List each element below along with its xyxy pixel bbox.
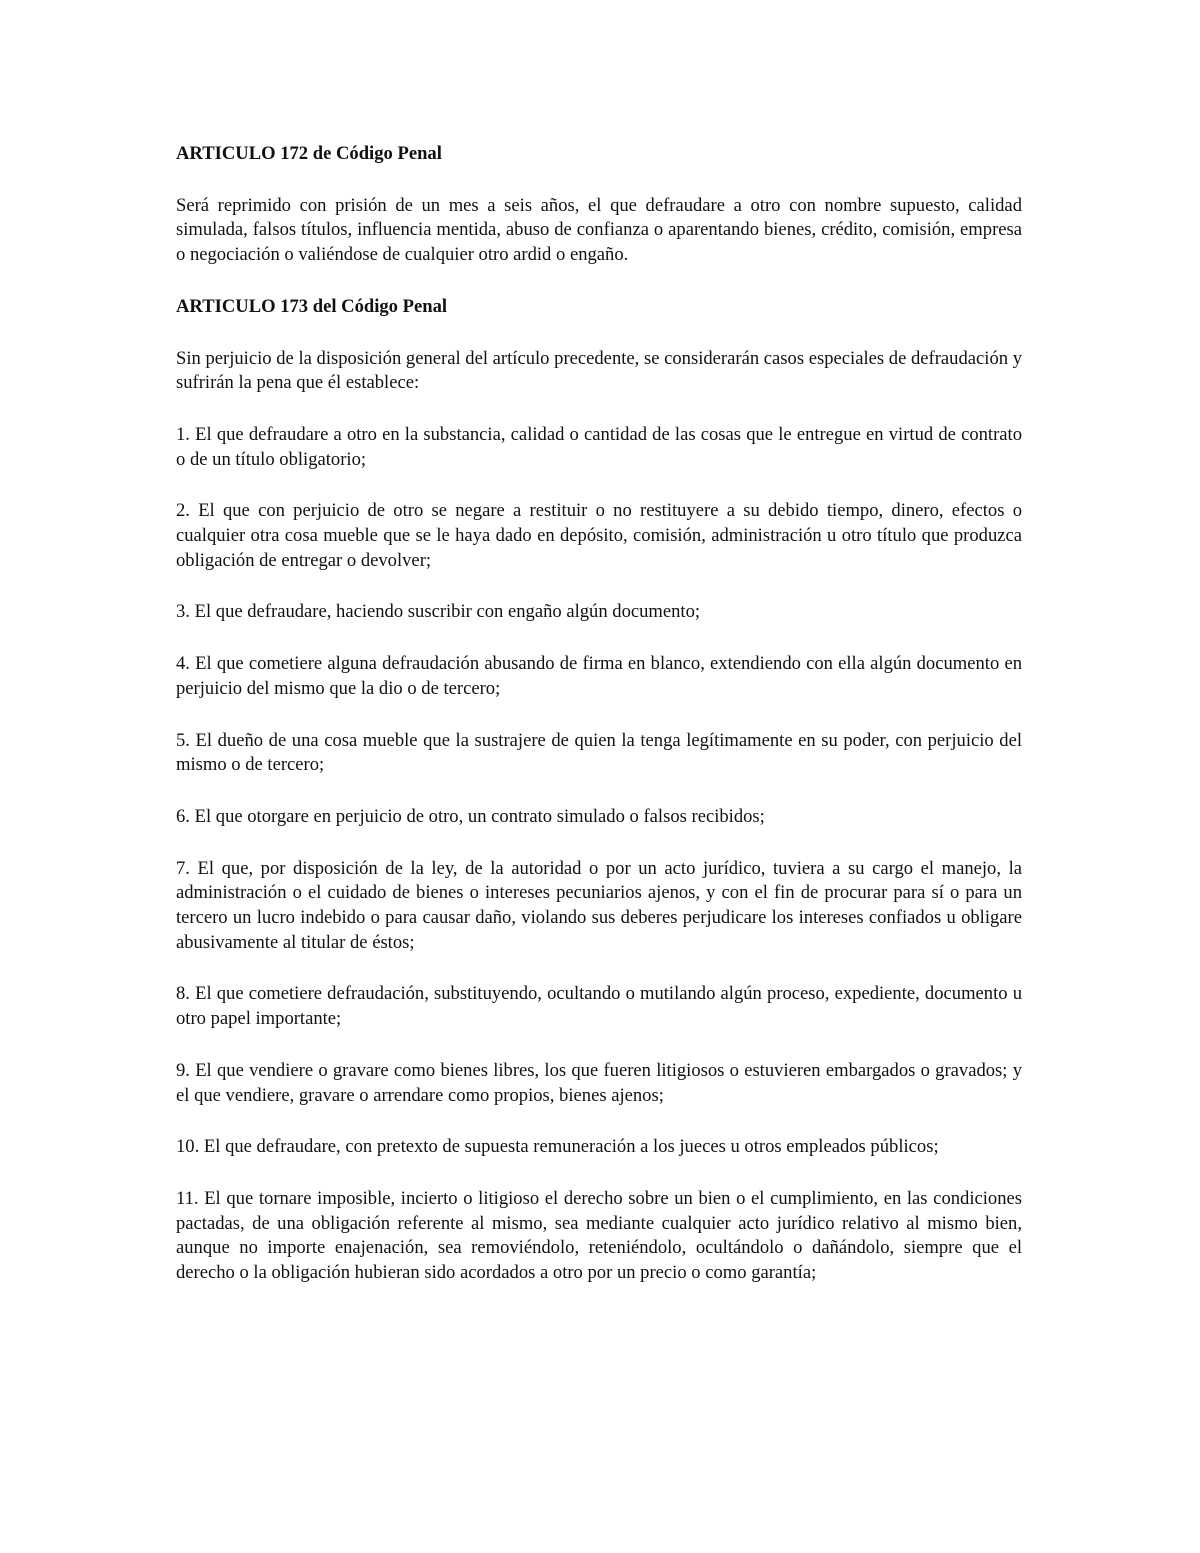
article-173-item-7: 7. El que, por disposición de la ley, de la autoridad o por un acto jurídico, tuviera a su cargo el manejo, la administración o el cuidado de bienes o intereses pecuniarios ajenos, y con el fin de procurar para sí o para un tercero un lucro indebido o para causar daño, violando sus deberes perjudicare los intereses confiados u obligare abusivamente al titular de éstos; (176, 857, 1022, 953)
article-173-item-3: 3. El que defraudare, haciendo suscribir con engaño algún documento; (176, 601, 701, 623)
article-172-paragraph: Será reprimido con prisión de un mes a seis años, el que defraudare a otro con nombre supuesto, calidad simulada, falsos títulos, influencia mentida, abuso de confianza o aparentando bienes, crédito, comisión, empresa o negociación o valiéndose de cualquier otro ardid o engaño. (176, 194, 1022, 266)
article-173-item-8: 8. El que cometiere defraudación, substituyendo, ocultando o mutilando algún proceso, expediente, documento u otro papel importante; (176, 983, 1022, 1030)
article-173-title: ARTICULO 173 del Código Penal (176, 295, 448, 317)
article-173-item-4: 4. El que cometiere alguna defraudación abusando de firma en blanco, extendiendo con ella algún documento en perjuicio del mismo que la dio o de tercero; (176, 653, 1022, 699)
article-173-item-9: 9. El que vendiere o gravare como bienes libres, los que fueren litigiosos o estuvieren embargados o gravados; y el que vendiere, gravare o arrendare como propios, bienes ajenos; (176, 1059, 1022, 1106)
article-173-item-5: 5. El dueño de una cosa mueble que la sustrajere de quien la tenga legítimamente en su poder, con perjuicio del mismo o de tercero; (176, 729, 1022, 776)
article-172-title: ARTICULO 172 de Código Penal (176, 143, 442, 164)
article-173-item-6: 6. El que otorgare en perjuicio de otro, un contrato simulado o falsos recibidos; (176, 805, 765, 827)
article-173-item-11: 11. El que tornare imposible, incierto o litigioso el derecho sobre un bien o el cumplimiento, en las condiciones pactadas, de una obligación referente al mismo, sea mediante cualquier acto jurídico relativo al mismo bien, aunque no importe enajenación, sea removiéndolo, reteniéndolo, ocultándolo o dañándolo, siempre que el derecho o la obligación hubieran sido acordados a otro por un precio o como garantía; (176, 1187, 1022, 1284)
article-173-item-10: 10. El que defraudare, con pretexto de supuesta remuneración a los jueces u otros empleados públicos; (176, 1136, 939, 1158)
article-173-intro: Sin perjuicio de la disposición general del artículo precedente, se considerarán casos especiales de defraudación y sufrirán la pena que él establece: (176, 347, 1022, 394)
article-173-item-2: 2. El que con perjuicio de otro se negare a restituir o no restituyere a su debido tiempo, dinero, efectos o cualquier otra cosa mueble que se le haya dado en depósito, comisión, administración u otro título que produzca obligación de entregar o devolver; (176, 500, 1022, 571)
article-173-item-1: 1. El que defraudare a otro en la substancia, calidad o cantidad de las cosas que le entregue en virtud de contrato o de un título obligatorio; (176, 423, 1022, 470)
document-body (176, 142, 1022, 1286)
